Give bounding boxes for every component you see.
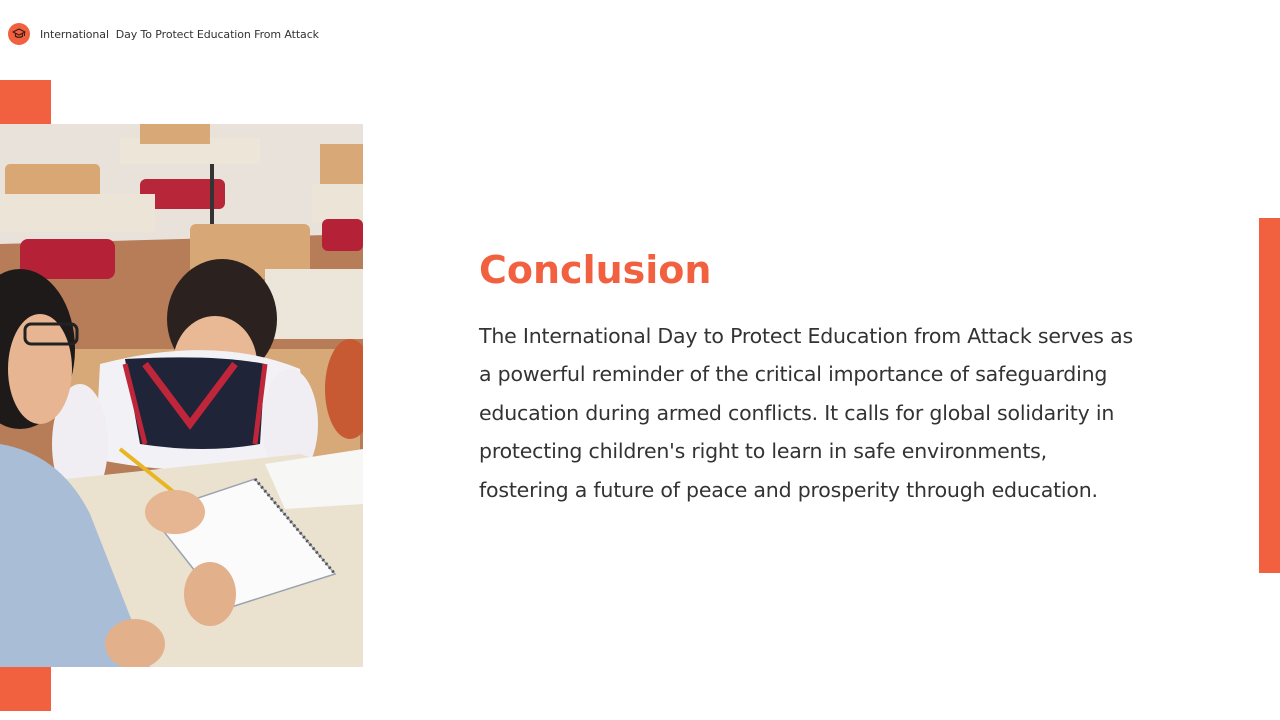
classroom-photo [0,124,363,667]
header-title: International Day To Protect Education From Attack [40,27,319,41]
slide-heading: Conclusion [479,248,712,292]
graduation-cap-icon [8,23,30,45]
accent-block-bottom [0,667,51,711]
slide-header [8,23,319,45]
accent-block-top [0,80,51,124]
accent-bar-right [1259,218,1280,573]
slide-body-text: The International Day to Protect Education from Attack serves as a powerful reminder of the critical importance of safeguarding education during armed conflicts. It calls for global solidarity in protecting children's right to learn in safe environments, fostering a future of peace and prosperity through education. [479,324,1133,502]
